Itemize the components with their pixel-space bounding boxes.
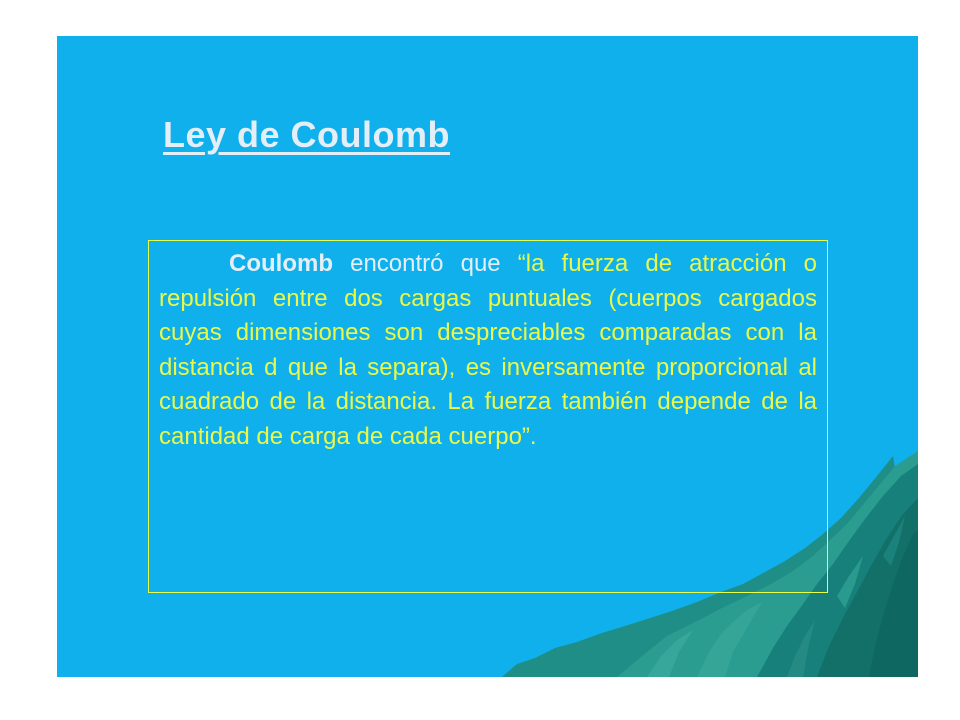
definition-text-box bbox=[148, 240, 828, 593]
definition-paragraph bbox=[159, 247, 817, 454]
subject-verb: encontró que bbox=[350, 250, 501, 277]
subject-name: Coulomb bbox=[229, 250, 333, 277]
slide bbox=[57, 36, 918, 677]
law-quote: “la fuerza de atracción o repulsión entre dos cargas puntuales (cuerpos cargados cuyas dimensiones son despreciables comparadas con la distancia d que la separa), es inversamente proporcional al cuadrado de la distancia. La fuerza también depende de la cantidad de carga de cada cuerpo”. bbox=[159, 250, 817, 450]
slide-title: Ley de Coulomb bbox=[163, 114, 451, 155]
